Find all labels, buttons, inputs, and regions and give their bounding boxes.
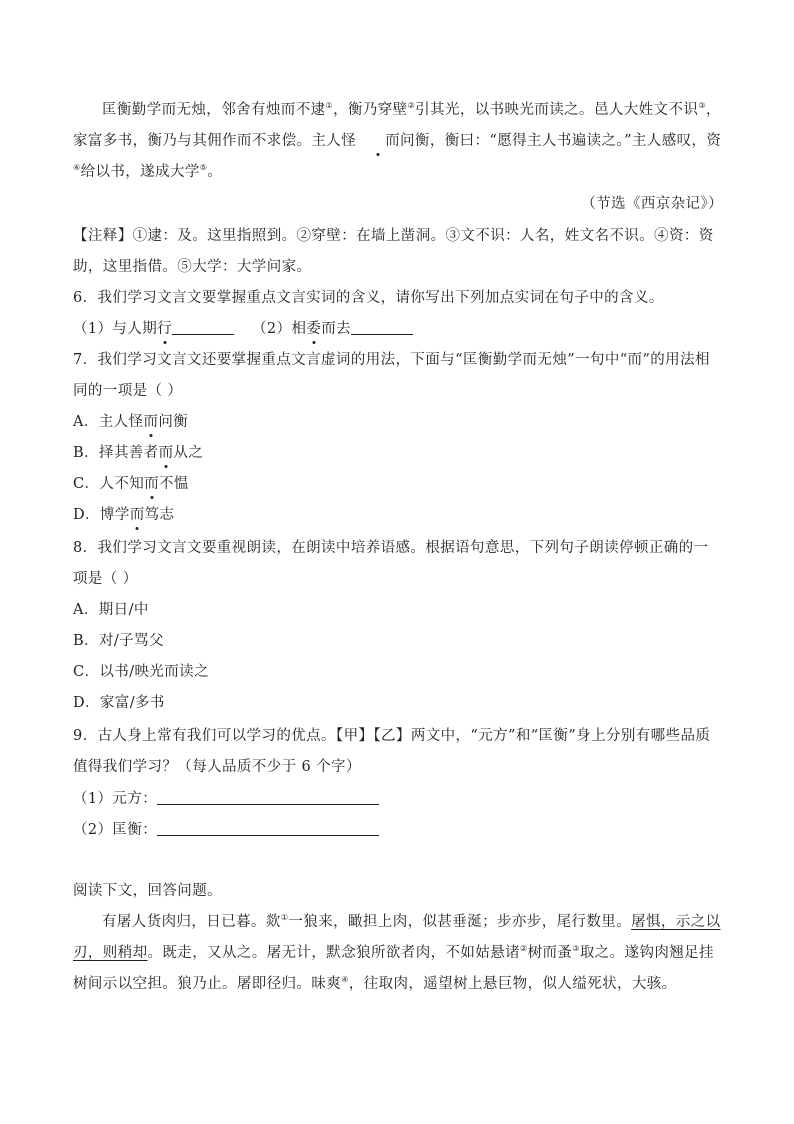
notes-text: ①逮：及。这里指照到。②穿壁：在墙上凿洞。③文不识：人名，姓文名不识。④资：资助，这里指借。⑤大学：大学问家。: [73, 228, 714, 275]
question-9-stem: 9．古人身上常有我们可以学习的优点。【甲】【乙】两文中，“元方”和“匡衡”身上分别有哪些品质值得我们学习？（每人品质不少于 6 个字）: [73, 728, 711, 775]
emphasis-dot-char: 行: [157, 314, 172, 345]
notes-label: 【注释】: [73, 228, 133, 244]
footnote-mark: ②: [407, 101, 416, 110]
question-7-option-d: D．博学而笃志: [73, 500, 723, 531]
footnote-mark: ③: [572, 944, 580, 953]
question-8-option-d: D．家富/多书: [73, 695, 165, 711]
question-7-option-b: B．择其善者而从之: [73, 438, 723, 469]
question-9-item-2: （2）匡衡：: [73, 815, 723, 846]
emphasis-dot-char: 而: [356, 126, 400, 157]
question-9-item-1: （1）元方：: [73, 784, 723, 815]
question-8-option-a: A．期日/中: [73, 602, 149, 618]
answer-blank-9-2[interactable]: [157, 820, 379, 836]
question-8-option-c: C．以书/映光而读之: [73, 664, 209, 680]
passage-yi: 匡衡勤学而无烛，邻舍有烛而不逮①，衡乃穿壁②引其光，以书映光而读之。邑人大姓文不识③，家富多书，衡乃与其佣作而不求偿。主人怪 而问衡，衡曰：“愿得主人书遍读之。”主人感叹，资④给以书，遂成大学⑤。: [73, 101, 722, 180]
footnote-mark: ④: [73, 163, 81, 172]
emphasis-dot-char: 而: [143, 407, 158, 438]
question-7-option-c: C．人不知而不愠: [73, 469, 723, 500]
underlined-sentence: 屠惧，示之以刃，则稍却: [73, 914, 721, 961]
emphasis-dot-char: 而: [130, 500, 145, 531]
question-8-option-b: B．对/子骂父: [73, 633, 164, 649]
question-6-items: （1）与人期行 （2）相委而去: [73, 314, 723, 345]
question-7-stem: 7．我们学习文言文还要掌握重点文言虚词的用法，下面与“匡衡勤学而无烛”一句中“而”的用法相同的一项是（ ）: [73, 352, 710, 399]
footnote-mark: ①: [280, 913, 289, 922]
answer-blank-9-1[interactable]: [157, 789, 379, 805]
source-citation: （节选《西京杂记》）: [581, 196, 723, 212]
answer-blank-6-1[interactable]: [172, 319, 234, 335]
emphasis-dot-char: 而: [159, 438, 174, 469]
question-7-option-a: A．主人怪而问衡: [73, 407, 723, 438]
emphasis-dot-char: 委: [306, 314, 321, 345]
footnote-mark: ①: [325, 101, 334, 110]
footnote-mark: ③: [698, 101, 706, 110]
reading-intro: 阅读下文，回答问题。: [73, 883, 222, 899]
question-8-stem: 8．我们学习文言文要重视朗读，在朗读中培养语感。根据语句意思，下列句子朗读停顿正确的一项是（ ）: [73, 540, 709, 587]
footnote-mark: ④: [341, 975, 349, 984]
reading-passage: 有屠人货肉归，日已暮。欻①一狼来，瞰担上肉，似甚垂涎；步亦步，尾行数里。屠惧，示之以刃，则稍却。既走，又从之。屠无计，默念狼所欲者肉，不如姑悬诸②树而蚤③取之。遂钩肉翘足挂树间示以空担。狼乃止。屠即径归。昧爽④，往取肉，遥望树上悬巨物，似人缢死状，大骇。: [73, 913, 721, 992]
footnote-mark: ②: [520, 944, 528, 953]
question-6-stem: 6．我们学习文言文要掌握重点文言实词的含义，请你写出下列加点实词在句子中的含义。: [73, 290, 664, 306]
footnote-mark: ⑤: [199, 163, 208, 172]
annotation-notes: [73, 221, 723, 283]
emphasis-dot-char: 而: [144, 469, 159, 500]
answer-blank-6-2[interactable]: [351, 319, 413, 335]
